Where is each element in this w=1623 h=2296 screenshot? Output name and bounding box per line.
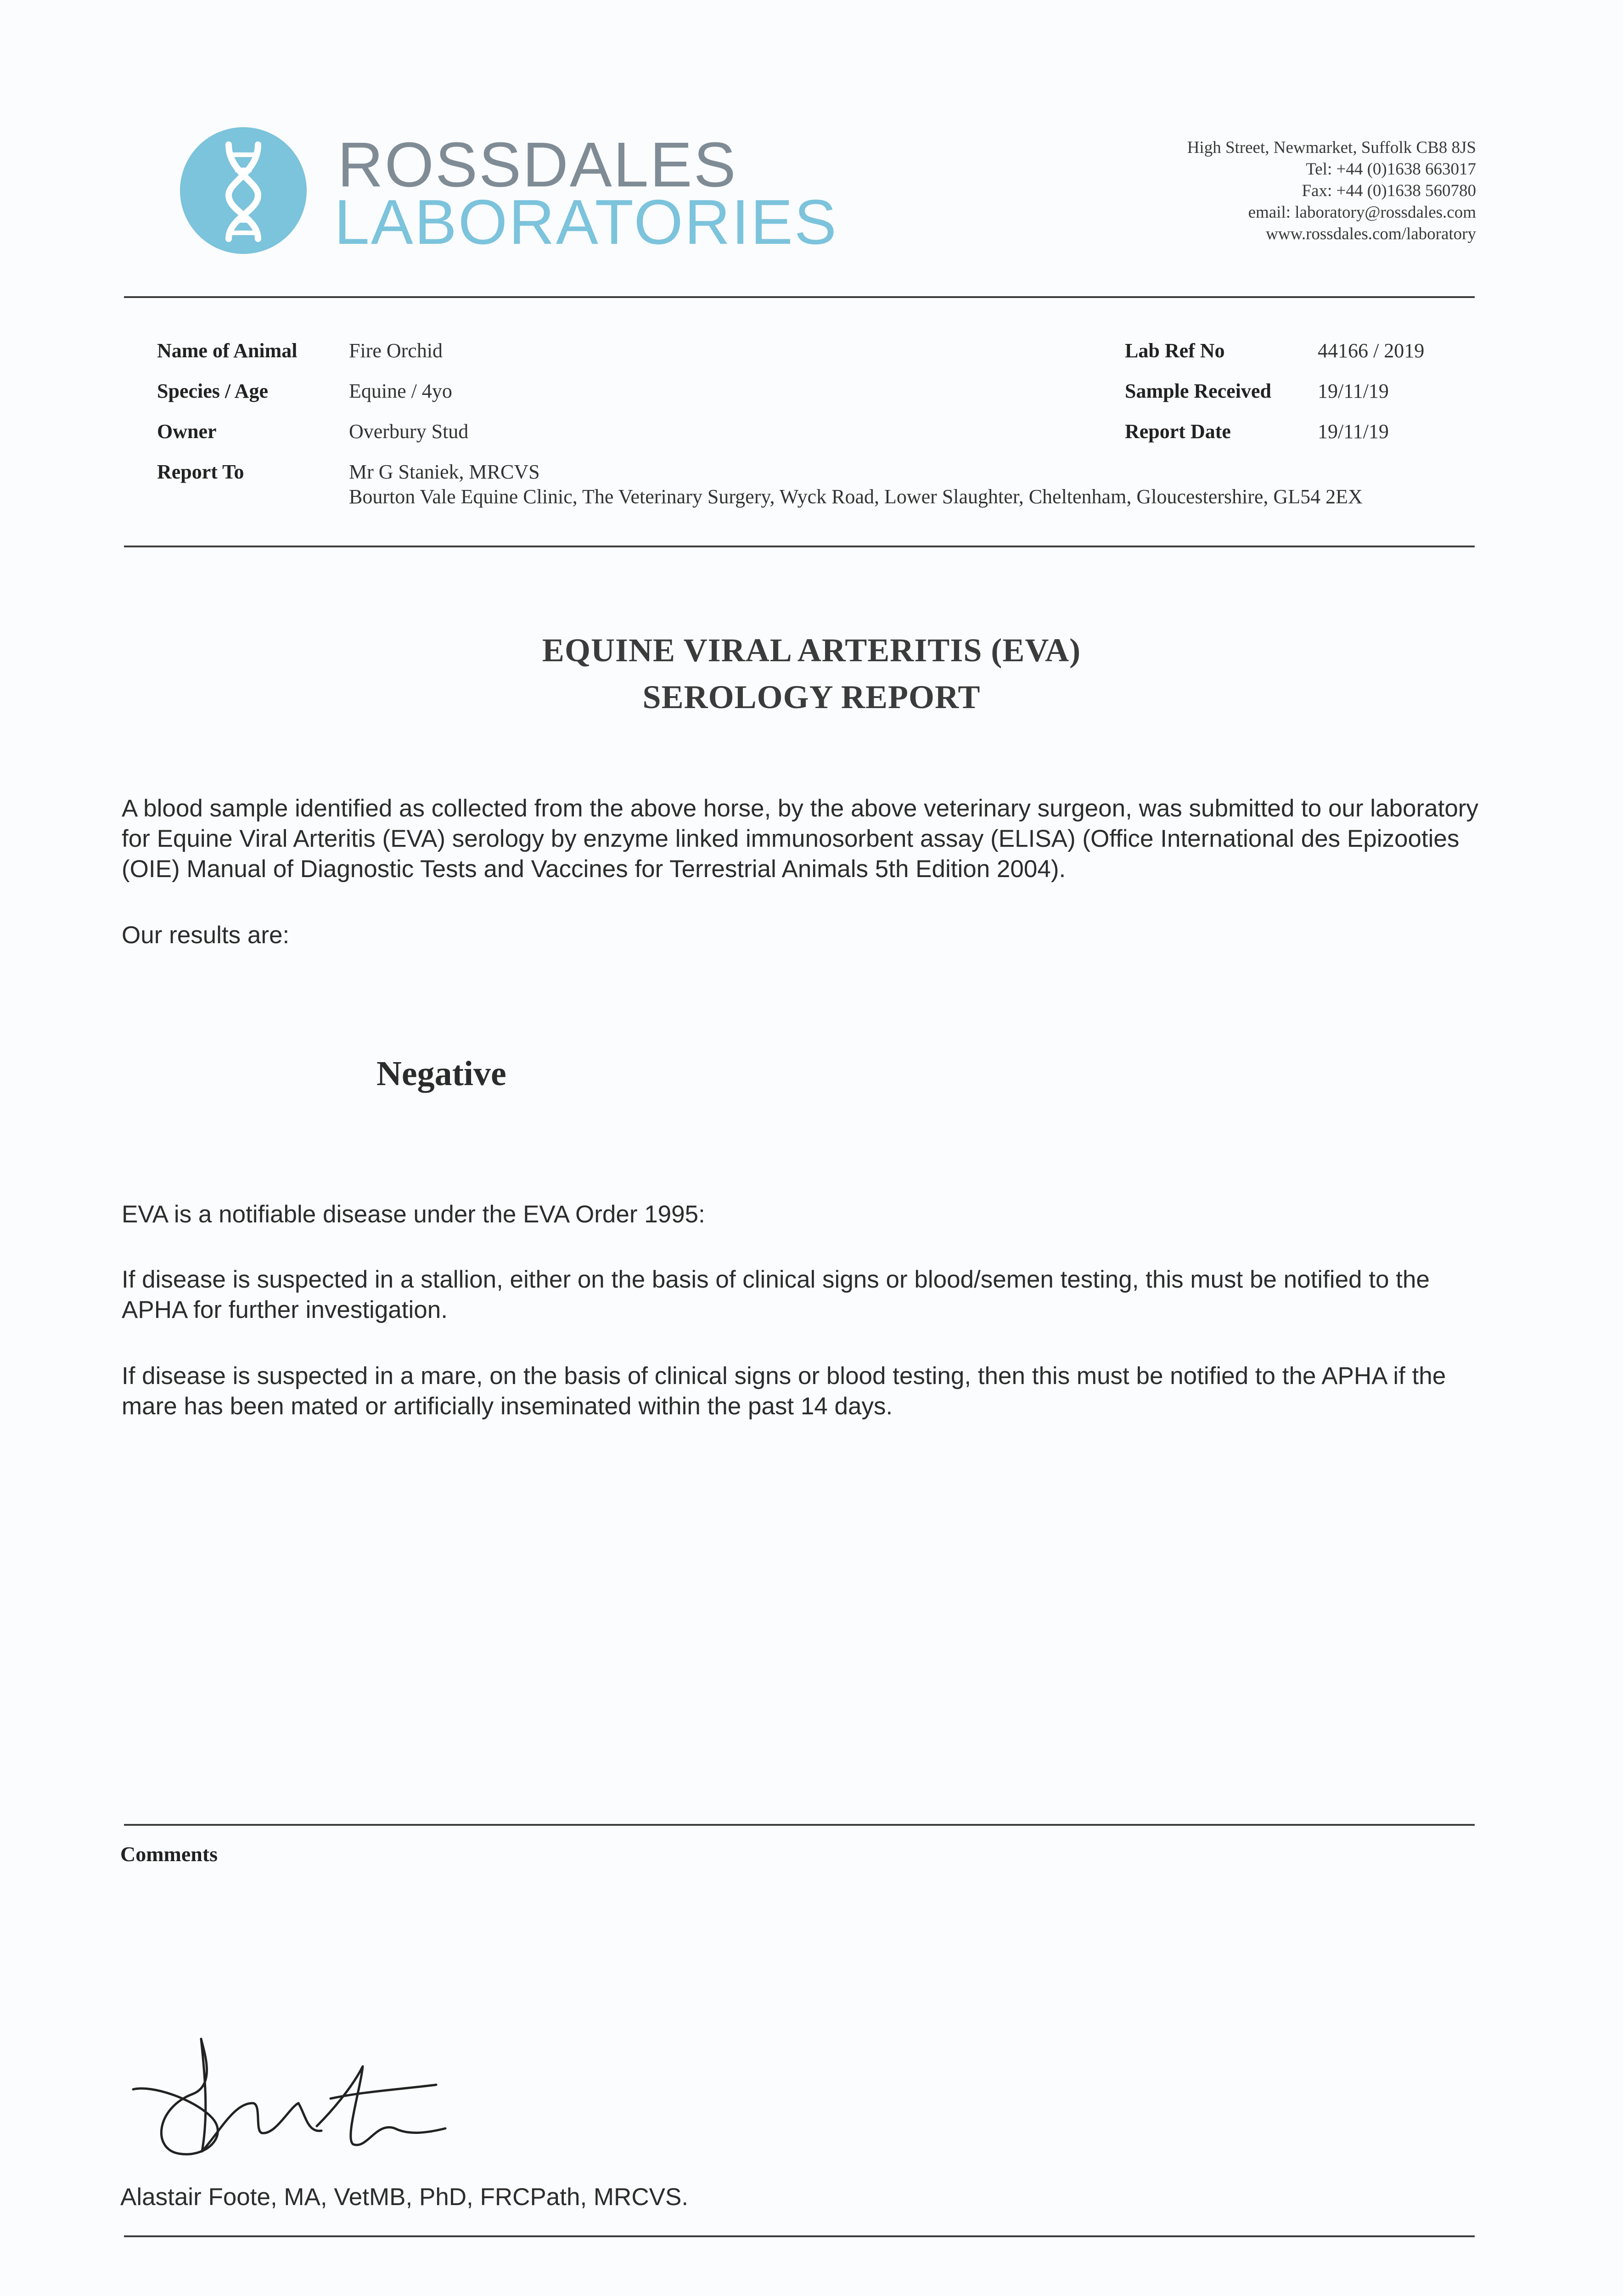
signatory-name: Alastair Foote, MA, VetMB, PhD, FRCPath, MRCVS. xyxy=(120,2183,689,2211)
address-tel: Tel: +44 (0)1638 663017 xyxy=(1306,160,1476,179)
species-age-value: Equine / 4yo xyxy=(349,380,452,402)
comments-label: Comments xyxy=(120,1842,218,1866)
details-divider xyxy=(124,546,1475,547)
report-to-address: Bourton Vale Equine Clinic, The Veterinary Surgery, Wyck Road, Lower Slaughter, Cheltenham, Gloucestershire, GL54 2EX xyxy=(349,485,1363,508)
report-subtitle: SEROLOGY REPORT xyxy=(642,679,981,715)
report-date-label: Report Date xyxy=(1125,420,1231,443)
report-to-label: Report To xyxy=(157,461,244,483)
mare-paragraph: If disease is suspected in a mare, on the basis of clinical signs or blood testing, then this must be notified to the APHA if the mare has been mated or artificially inseminated within the past 14 days. xyxy=(122,1362,1446,1420)
sample-received-label: Sample Received xyxy=(1125,380,1271,402)
report-date-value: 19/11/19 xyxy=(1318,420,1389,443)
comments-divider xyxy=(124,1824,1475,1826)
lab-ref-value: 44166 / 2019 xyxy=(1318,339,1425,362)
dna-helix-icon xyxy=(179,126,308,255)
intro-paragraph: A blood sample identified as collected from the above horse, by the above veterinary surgeon, was submitted to our laboratory for Equine Viral Arteritis (EVA) serology by enzyme linked immunosorbent assay (ELISA) (Office International des Epizooties (OIE) Manual of Diagnostic Tests and Vaccines for Terrestrial Animals 5th Edition 2004). xyxy=(122,795,1478,883)
handwritten-signature xyxy=(124,2034,473,2167)
owner-value: Overbury Stud xyxy=(349,420,469,443)
address-line: High Street, Newmarket, Suffolk CB8 8JS xyxy=(1187,138,1476,157)
name-of-animal-value: Fire Orchid xyxy=(349,339,443,362)
stallion-paragraph: If disease is suspected in a stallion, either on the basis of clinical signs or blood/semen testing, this must be notified to the APHA for further investigation. xyxy=(122,1266,1430,1323)
logo-wordmark-top: ROSSDALES xyxy=(337,129,737,200)
test-result: Negative xyxy=(376,1054,506,1093)
header-divider xyxy=(124,296,1475,298)
report-to-value: Mr G Staniek, MRCVS xyxy=(349,461,540,483)
lab-ref-label: Lab Ref No xyxy=(1125,339,1225,362)
notifiable-notice: EVA is a notifiable disease under the EVA Order 1995: xyxy=(122,1201,705,1228)
address-email: email: laboratory@rossdales.com xyxy=(1248,203,1476,222)
name-of-animal-label: Name of Animal xyxy=(157,339,298,362)
lab-address xyxy=(1187,137,1476,245)
report-title: EQUINE VIRAL ARTERITIS (EVA) xyxy=(542,632,1081,669)
owner-label: Owner xyxy=(157,420,217,443)
species-age-label: Species / Age xyxy=(157,380,268,402)
address-website: www.rossdales.com/laboratory xyxy=(1266,225,1476,243)
results-intro: Our results are: xyxy=(122,922,290,949)
address-fax: Fax: +44 (0)1638 560780 xyxy=(1302,181,1476,200)
footer-divider xyxy=(124,2235,1475,2237)
sample-received-value: 19/11/19 xyxy=(1318,380,1389,402)
logo-wordmark-bottom: LABORATORIES xyxy=(334,187,838,258)
